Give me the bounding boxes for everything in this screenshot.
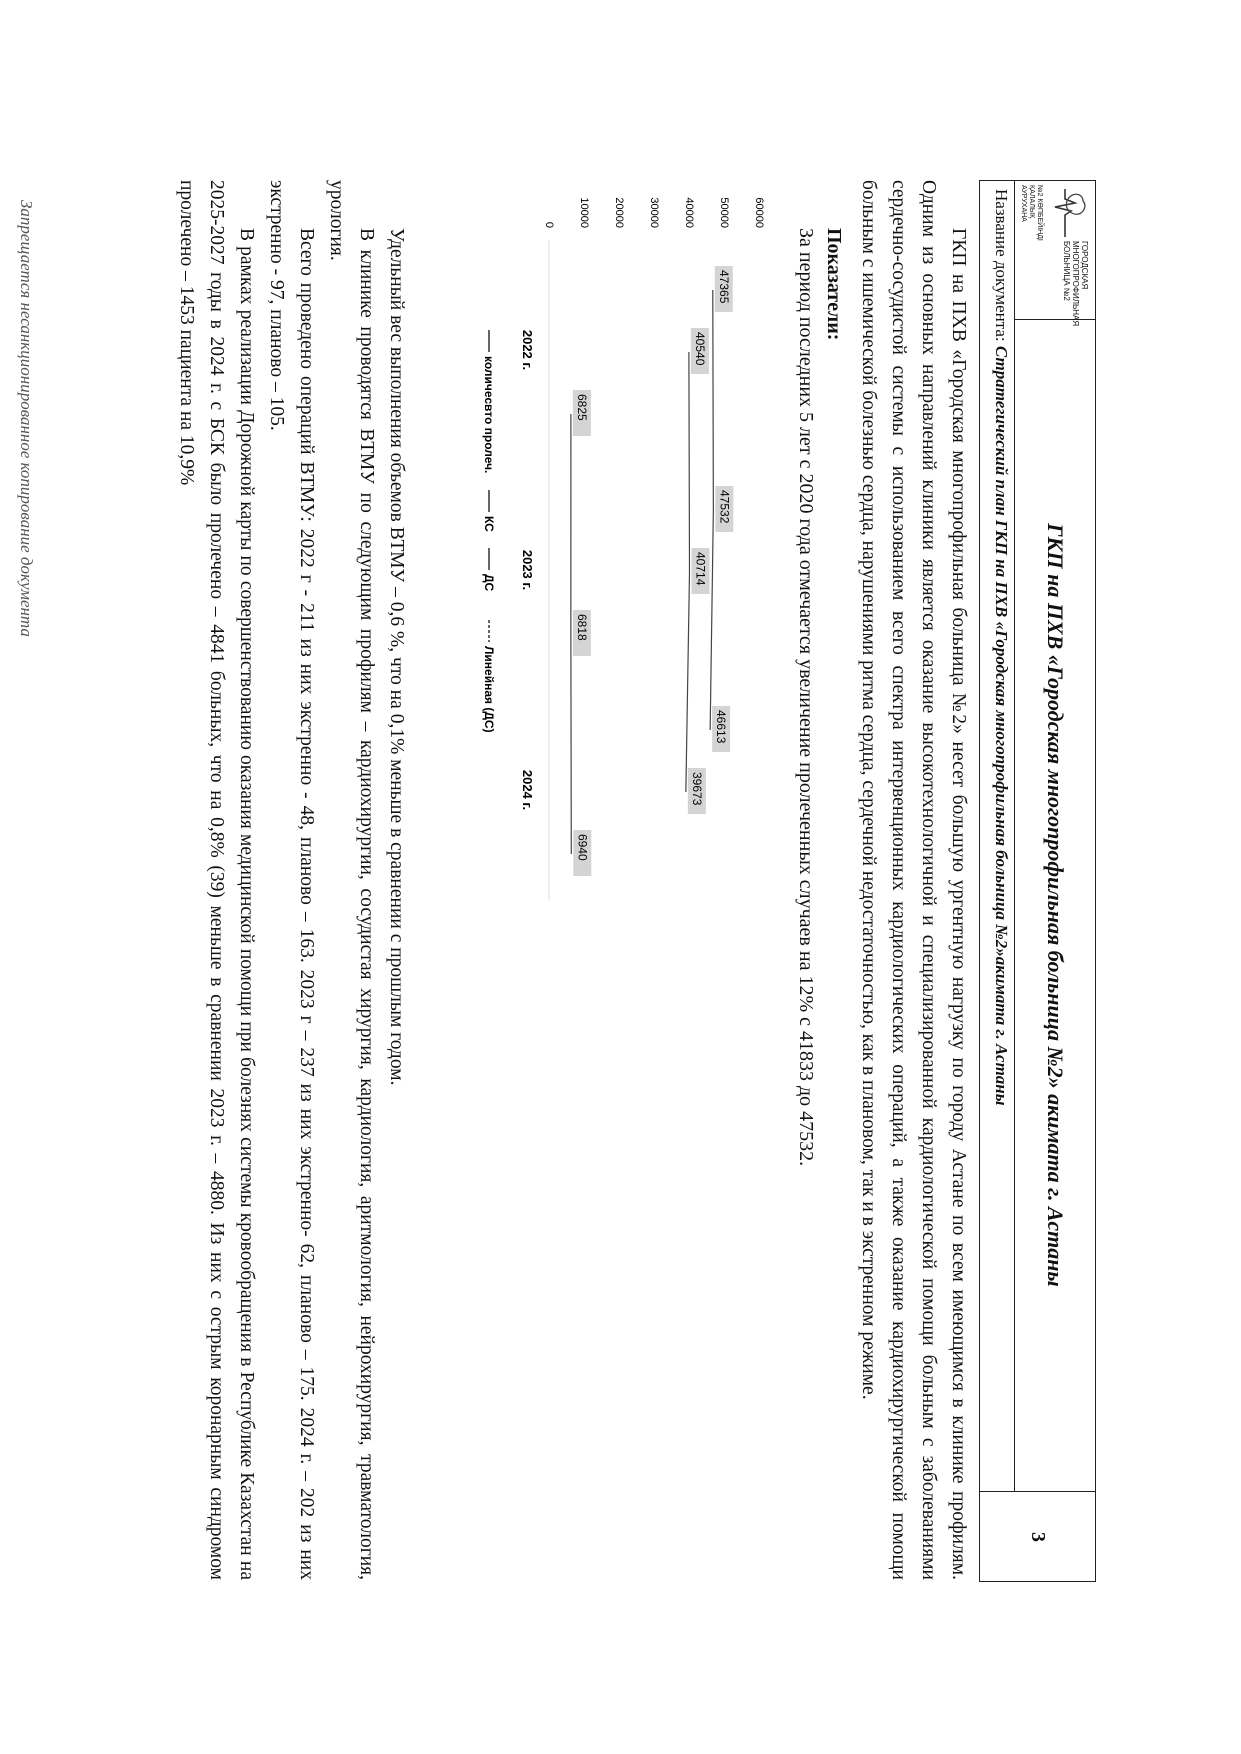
paragraph: Всего проведено операций ВТМУ: 2022 г - 211 из них экстренно - 48, планово – 163. 2023 г – 237 из них экстренно- 62, планово – 175. 2024 г. – 202 из них экстренно - 97, планово – 105. xyxy=(266,180,317,1580)
legend xyxy=(482,330,496,733)
y-tick: 30000 xyxy=(648,197,661,228)
paragraph: В клинике проводятся ВТМУ по следующим профилям – кардиохирургии, сосудистая хирургия, кардиология, аритмология, нейрохирургия, травматология, урология. xyxy=(326,180,377,1580)
value-label: 39673 xyxy=(689,772,704,806)
y-tick: 10000 xyxy=(578,197,591,228)
x-tick-label: 2022 г. xyxy=(520,329,535,371)
legend-trendline: Линейная (ДС) xyxy=(482,646,496,733)
document-name-line xyxy=(991,189,1011,1106)
value-label: 47365 xyxy=(716,270,731,304)
y-axis xyxy=(543,197,765,228)
legend-series-3: ДС xyxy=(482,574,496,592)
heart-pulse-icon xyxy=(1043,185,1091,241)
value-label: 40714 xyxy=(693,552,708,586)
value-label: 47532 xyxy=(717,490,732,524)
y-tick: 60000 xyxy=(753,197,766,228)
value-label: 46613 xyxy=(714,710,729,744)
doc-label: Название документа: xyxy=(992,189,1011,342)
footer-note: Запрещается несанкционированное копирование документа xyxy=(17,200,36,637)
indicators-heading: Показатели: xyxy=(823,228,845,341)
organization-name: ГКП на ПХВ «Городская многопрофильная больница №2» акимата г. Астаны xyxy=(1014,319,1095,1491)
logo-text-top: ГОРОДСКАЯ МНОГОПРОФИЛЬНАЯ БОЛЬНИЦА №2 xyxy=(1062,241,1089,327)
hospital-logo xyxy=(1014,181,1095,327)
x-tick-label: 2024 г. xyxy=(520,769,535,811)
y-tick: 20000 xyxy=(613,197,626,228)
document-header xyxy=(979,180,1096,1582)
y-tick: 0 xyxy=(543,221,556,228)
y-tick: 50000 xyxy=(718,197,731,228)
body-paragraphs xyxy=(171,180,411,1580)
x-axis-labels xyxy=(520,330,535,810)
value-label: 6940 xyxy=(575,834,590,861)
paragraph: В рамках реализации Дорожной карты по совершенствованию оказания медицинской помощи при болезнях системы кровообращения в Республике Казахстан на 2025-2027 годы в 2024 г. с БСК было пролечено – 4841 больных, что на 0,8% (39) меньше в сравнении 2023 г. – 4880. Из них с острым коронарным синдромом пролечено – 1453 пациента на 10,9% xyxy=(176,180,257,1580)
value-label: 40540 xyxy=(692,332,707,366)
y-tick: 40000 xyxy=(683,197,696,228)
series-line xyxy=(686,352,690,792)
value-label: 6818 xyxy=(574,614,589,641)
period-text: За период последних 5 лет с 2020 года отмечается увеличение пролеченных случаев на 12% с 41833 до 47532. xyxy=(795,228,817,1167)
intro-paragraph: ГКП на ПХВ «Городская многопрофильная больница №2» несет большую ургентную нагрузку по городу Астане по всем имеющимся в клинике профилям. Одним из основных направлений клиники является оказание высокотехнологичной и специализированной кардиологической помощи больным с заболеваниями сердечно-сосудистой системы с использованием всего спектра интервенционных кардиологических операций, а также оказание кардиохирургической помощи больным с ишемической болезнью сердца, нарушениями ритма сердца, сердечной недостаточностью, как в плановом, так и в экстренном режиме. xyxy=(858,180,969,1580)
page-number: 3 xyxy=(980,1491,1095,1582)
paragraph: Удельный вес выполнения объемов ВТМУ – 0,6 %, что на 0,1% меньше в сравнении с прошлым годом. xyxy=(386,228,407,1086)
x-tick-label: 2023 г. xyxy=(520,549,535,591)
legend-series-1: количесвто пролеч. xyxy=(482,356,496,474)
series-line xyxy=(710,290,713,730)
legend-series-2: КС xyxy=(482,516,496,532)
doc-name: Стратегический план ГКП на ПХВ «Городская многопрофильная больница №2»акимата г. Астаны xyxy=(992,345,1011,1106)
treated-cases-chart xyxy=(441,180,771,940)
value-label: 6825 xyxy=(574,394,589,421)
logo-text-bottom: №2 КӨПБЕЙІНДІ ҚАЛАЛЫҚ АУРУХАНА xyxy=(1020,185,1043,241)
